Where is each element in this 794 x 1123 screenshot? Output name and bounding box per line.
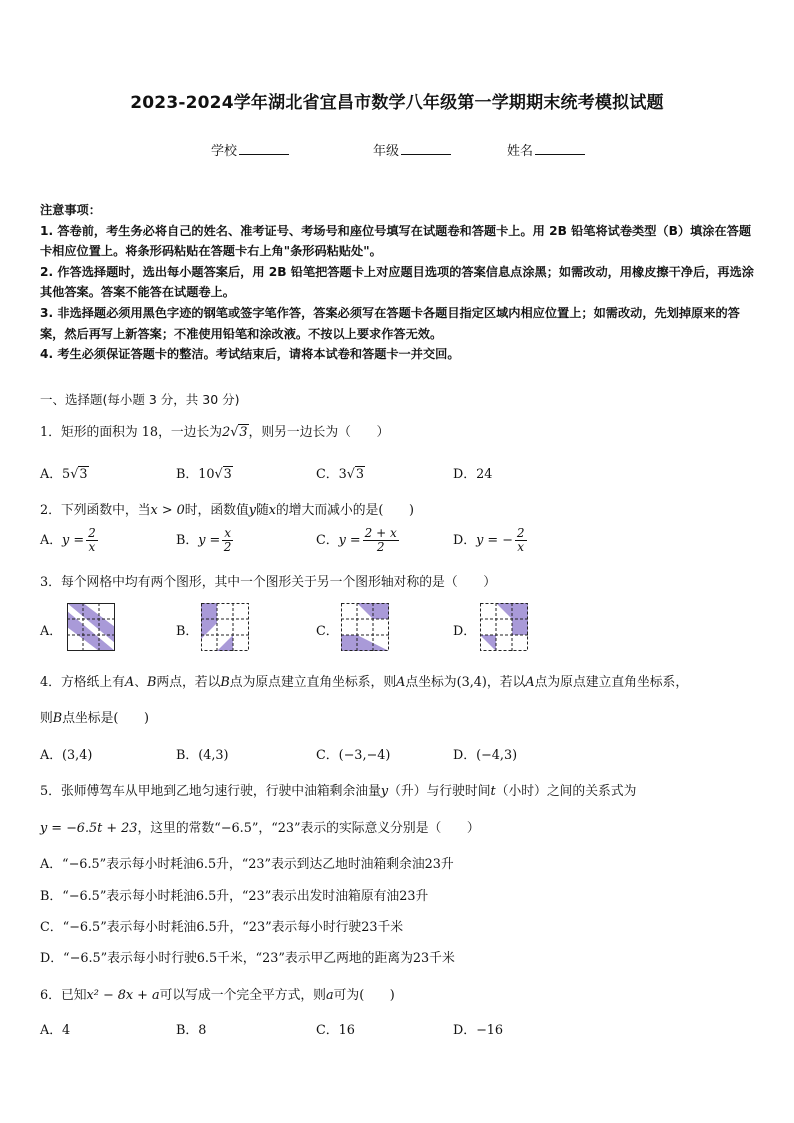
option-rad: 3 <box>223 467 232 482</box>
q4-text-c: 点为原点建立直角坐标系，则 <box>229 675 397 690</box>
option-label: C． <box>316 748 339 763</box>
question-3: 3．每个网格中均有两个图形，其中一个图形关于另一个图形轴对称的是（ ） <box>40 575 497 590</box>
q3-option-d-label[interactable]: D． <box>453 624 477 639</box>
q5-option-c[interactable]: C．“−6.5”表示每小时耗油6.5升，“23”表示每小时行驶23千米 <box>40 920 404 935</box>
name-blank[interactable] <box>535 142 585 155</box>
q1-option-c[interactable]: C．3√3 <box>316 467 365 482</box>
q4-text-d: 点坐标为 <box>405 675 457 690</box>
q1-given-value: 2√3 <box>222 425 248 440</box>
option-label: A． <box>40 1023 63 1038</box>
q5-formula: y = −6.5t + 23 <box>40 821 138 836</box>
option-label: A． <box>40 533 63 548</box>
question-4-line-1 <box>40 671 688 690</box>
q6-text-b: 可以写成一个完全平方式，则 <box>159 988 326 1003</box>
option-rad: 3 <box>355 467 365 482</box>
q2-text-d: 的增大而减小的是( ) <box>275 503 414 518</box>
option-lhs: y = <box>338 533 361 548</box>
q6-text-a: 6．已知 <box>40 988 87 1003</box>
q1-text-b: ，则另一边长为（ ） <box>248 425 390 440</box>
q6-option-c[interactable] <box>316 1019 355 1038</box>
option-label: B． <box>176 467 199 482</box>
q4-text-b: 两点，若以 <box>156 675 221 690</box>
option-lhs: y = <box>198 533 221 548</box>
q6-var-a: a <box>325 988 334 1003</box>
q4-option-a[interactable] <box>40 744 92 763</box>
notice-block <box>40 200 758 365</box>
q4-point-b: B <box>146 675 157 690</box>
q4-option-b[interactable] <box>176 744 229 763</box>
q2-condition: x > 0 <box>150 503 185 518</box>
option-label: D． <box>453 467 477 482</box>
question-5-line-1 <box>40 780 636 799</box>
q4-point-b: B <box>52 711 63 726</box>
shape <box>341 635 389 651</box>
q4-text-e: ，若以 <box>486 675 526 690</box>
option-value: 24 <box>476 467 493 482</box>
option-value: (4,3) <box>198 748 229 763</box>
option-coef: 3 <box>338 467 347 482</box>
option-value: 16 <box>338 1023 355 1038</box>
q4-point-a: A <box>124 675 135 690</box>
q1-given-coef: 2 <box>222 425 231 440</box>
q4-text-h: 点坐标是( ) <box>62 711 149 726</box>
option-fraction <box>515 527 527 554</box>
q3-option-b-grid[interactable] <box>201 603 249 651</box>
q5-option-a[interactable]: A．“−6.5”表示每小时耗油6.5升，“23”表示到达乙地时油箱剩余油23升 <box>40 857 454 872</box>
q5-option-d[interactable]: D．“−6.5”表示每小时行驶6.5千米，“23”表示甲乙两地的距离为23千米 <box>40 951 455 966</box>
question-5-line-2 <box>40 817 480 836</box>
fraction-numerator: 2 <box>88 526 96 540</box>
q4-point-b: B <box>220 675 230 690</box>
q4-point-a: A <box>396 675 406 690</box>
notice-item-1: 1. 答卷前，考生务必将自己的姓名、准考证号、考场号和座位号填写在试题卷和答题卡上。用 2B 铅笔将试卷类型（B）填涂在答题卡相应位置上。将条形码粘贴在答题卡右上角"条形码粘贴处"。 <box>40 223 752 259</box>
option-rad: 3 <box>79 467 88 482</box>
option-label: A． <box>40 467 63 482</box>
school-label: 学校 <box>211 144 238 159</box>
q1-option-d[interactable] <box>453 463 492 482</box>
grade-label: 年级 <box>373 144 400 159</box>
option-label: D． <box>453 533 477 548</box>
q2-option-b[interactable] <box>176 527 235 554</box>
q2-text-c: 随 <box>255 503 269 518</box>
fraction-numerator: 2 + x <box>364 526 397 540</box>
name-label: 姓名 <box>507 144 534 159</box>
notice-item-2: 2. 作答选择题时，选出每小题答案后，用 2B 铅笔把答题卡上对应题目选项的答案信息点涂黑；如需改动，用橡皮擦干净后，再选涂其他答案。答案不能答在试题卷上。 <box>40 264 754 300</box>
q2-var-x: x <box>268 503 276 518</box>
q3-option-a-label[interactable]: A． <box>40 624 63 639</box>
q1-given-rad: 3 <box>239 425 248 440</box>
q5-text-b: （升）与行驶时间 <box>388 784 491 799</box>
q1-text: 1．矩形的面积为 18，一边长为 <box>40 425 223 440</box>
q4-point-a: A <box>525 675 535 690</box>
option-label: B． <box>176 748 199 763</box>
option-label: B． <box>176 1023 199 1038</box>
page-title: 2023-2024学年湖北省宜昌市数学八年级第一学期期末统考模拟试题 <box>130 93 664 113</box>
q5-option-b[interactable]: B．“−6.5”表示每小时耗油6.5升，“23”表示出发时油箱原有油23升 <box>40 889 429 904</box>
school-blank[interactable] <box>239 142 289 155</box>
notice-heading: 注意事项： <box>40 203 101 217</box>
fraction-numerator: x <box>224 526 232 540</box>
option-coef: 5 <box>62 467 71 482</box>
option-label: C． <box>316 467 339 482</box>
option-lhs: y = <box>62 533 85 548</box>
q4-option-d[interactable] <box>453 744 517 763</box>
q4-text-a: 4．方格纸上有 <box>40 675 125 690</box>
q4-text-g: 则 <box>40 711 53 726</box>
q2-text-b: 时，函数值 <box>184 503 249 518</box>
q4-text-f: 点为原点建立直角坐标系， <box>534 675 689 690</box>
q6-option-a[interactable] <box>40 1019 70 1038</box>
grade-field[interactable] <box>373 140 451 159</box>
q1-option-a[interactable]: A．5√3 <box>40 467 88 482</box>
option-value: 8 <box>198 1023 207 1038</box>
notice-item-3: 3. 非选择题必须用黑色字迹的钢笔或签字笔作答，答案必须写在答题卡各题目指定区域内相应位置上；如需改动，先划掉原来的答案，然后再写上新答案；不准使用铅笔和涂改液。不按以上要求作答无效。 <box>40 305 740 341</box>
q5-var-y: y <box>380 784 389 799</box>
q2-option-a[interactable] <box>40 527 100 554</box>
q3-option-d-grid[interactable] <box>480 603 528 651</box>
grade-blank[interactable] <box>401 142 451 155</box>
question-2 <box>40 499 414 518</box>
fraction-denominator: 2 <box>376 540 385 554</box>
q2-option-d[interactable] <box>453 527 529 554</box>
question-1 <box>40 421 389 440</box>
q5-text-d: ，这里的常数“−6.5”，“23”表示的实际意义分别是（ ） <box>137 821 480 836</box>
option-coef: 10 <box>198 467 215 482</box>
option-fraction <box>363 527 399 554</box>
q3-option-c-label[interactable]: C． <box>316 624 339 639</box>
school-field[interactable] <box>211 140 289 159</box>
option-value: (−4,3) <box>476 748 518 763</box>
q6-text-c: 可为( ) <box>333 988 395 1003</box>
name-field[interactable] <box>507 140 585 159</box>
option-label: B． <box>176 533 199 548</box>
q6-option-b[interactable] <box>176 1019 206 1038</box>
q1-option-b[interactable]: B．10√3 <box>176 467 232 482</box>
shape <box>480 635 496 651</box>
q6-expression: x² − 8x + a <box>86 988 160 1003</box>
q4-coordinate: (3,4) <box>456 675 487 690</box>
q3-option-b-label[interactable]: B． <box>176 624 199 639</box>
q5-text-a: 5．张师傅驾车从甲地到乙地匀速行驶，行驶中油箱剩余油量 <box>40 784 381 799</box>
q3-option-c-grid[interactable] <box>341 603 389 651</box>
q3-option-a-grid[interactable] <box>67 603 115 651</box>
section-heading: 一、选择题(每小题 3 分，共 30 分) <box>40 392 240 407</box>
q2-text-a: 2．下列函数中，当 <box>40 503 151 518</box>
fraction-denominator: x <box>517 540 525 554</box>
option-label: C． <box>316 1023 339 1038</box>
option-value: (−3,−4) <box>338 748 391 763</box>
option-label: C． <box>316 533 339 548</box>
option-value: 4 <box>62 1023 71 1038</box>
q6-option-d[interactable] <box>453 1019 503 1038</box>
q4-sep: 、 <box>134 675 147 690</box>
fraction-numerator: 2 <box>516 526 525 540</box>
option-lhs: y = − <box>476 533 513 548</box>
shape <box>217 635 233 651</box>
option-label: A． <box>40 748 63 763</box>
shape <box>201 603 217 639</box>
q2-option-c[interactable] <box>316 527 401 554</box>
q5-text-c: （小时）之间的关系式为 <box>495 784 637 799</box>
option-value: −16 <box>476 1023 504 1038</box>
option-value: (3,4) <box>62 748 93 763</box>
q2-var-y: y <box>248 503 256 518</box>
option-label: D． <box>453 748 477 763</box>
fraction-denominator: 2 <box>223 540 232 554</box>
option-label: D． <box>453 1023 477 1038</box>
notice-item-4: 4. 考生必须保证答题卡的整洁。考试结束后，请将本试卷和答题卡一并交回。 <box>40 347 460 362</box>
q4-option-c[interactable] <box>316 744 390 763</box>
question-6 <box>40 984 395 1003</box>
question-4-line-2 <box>40 707 149 726</box>
option-fraction <box>222 527 233 554</box>
fraction-denominator: x <box>88 540 96 554</box>
option-fraction <box>86 527 98 554</box>
q5-var-t: t <box>490 784 496 799</box>
